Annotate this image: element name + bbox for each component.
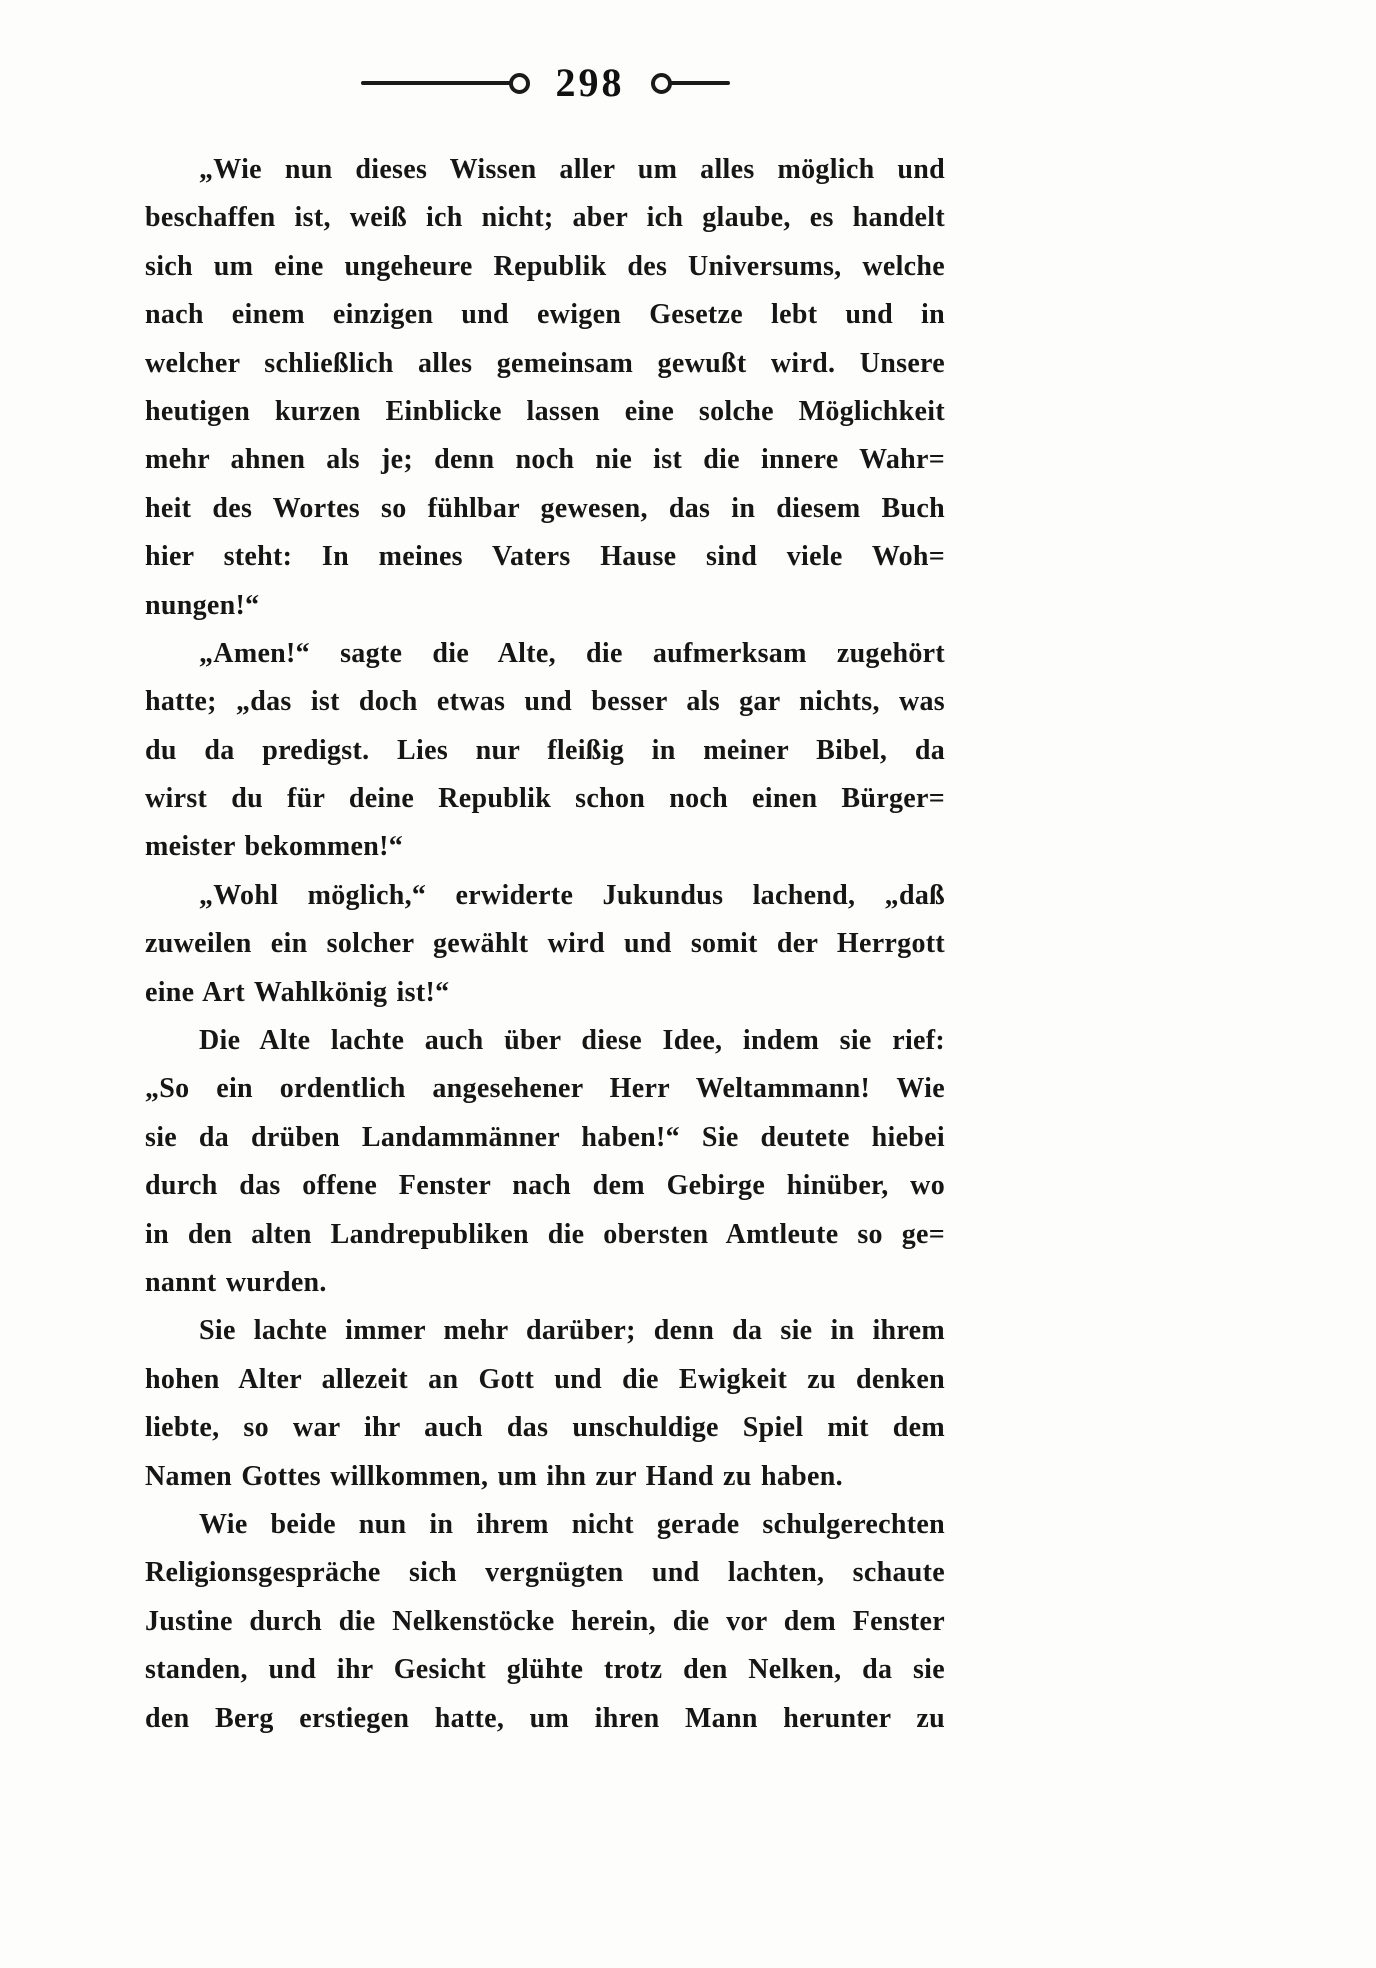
text-line: standen, und ihr Gesicht glühte trotz den Nelken, da sie xyxy=(145,1654,945,1686)
text-line: liebte, so war ihr auch das unschuldige Spiel mit dem xyxy=(145,1412,945,1444)
text-line: den Berg erstiegen hatte, um ihren Mann herunter zu xyxy=(145,1702,945,1734)
text-line: nungen!“ xyxy=(145,589,260,621)
page-header xyxy=(145,58,945,108)
text-line: du da predigst. Lies nur fleißig in meiner Bibel, da xyxy=(145,734,945,766)
text-line: Religionsgespräche sich vergnügten und lachten, schaute xyxy=(145,1557,945,1589)
text-line: hohen Alter allezeit an Gott und die Ewigkeit zu denken xyxy=(145,1363,945,1395)
text-line: „Wie nun dieses Wissen aller um alles möglich und xyxy=(199,154,945,185)
text-line: wirst du für deine Republik schon noch einen Bürger= xyxy=(145,783,945,815)
right-rule-ornament xyxy=(670,81,730,85)
text-line: „So ein ordentlich angesehener Herr Weltammann! Wie xyxy=(145,1073,945,1105)
right-circle-ornament xyxy=(651,73,672,94)
text-line: hier steht: In meines Vaters Hause sind viele Woh= xyxy=(145,541,945,573)
page-text xyxy=(145,146,945,1743)
text-line: zuweilen ein solcher gewählt wird und somit der Herrgott xyxy=(145,928,945,960)
text-line: beschaffen ist, weiß ich nicht; aber ich glaube, es handelt xyxy=(145,202,945,234)
text-line: „Wohl möglich,“ erwiderte Jukundus lachend, „daß xyxy=(199,879,945,911)
text-line: Sie lachte immer mehr darüber; denn da sie in ihrem xyxy=(199,1315,945,1347)
left-rule-ornament xyxy=(361,81,511,85)
text-line: nach einem einzigen und ewigen Gesetze lebt und in xyxy=(145,299,945,331)
text-line: Namen Gottes willkommen, um ihn zur Hand zu haben. xyxy=(145,1460,843,1492)
text-line: welcher schließlich alles gemeinsam gewußt wird. Unsere xyxy=(145,347,945,379)
text-line: heit des Wortes so fühlbar gewesen, das in diesem Buch xyxy=(145,492,945,524)
text-line: nannt wurden. xyxy=(145,1266,327,1298)
text-line: meister bekommen!“ xyxy=(145,831,404,863)
text-line: durch das offene Fenster nach dem Gebirge hinüber, wo xyxy=(145,1170,945,1202)
text-line: heutigen kurzen Einblicke lassen eine solche Möglichkeit xyxy=(145,395,945,427)
text-line: Die Alte lachte auch über diese Idee, indem sie rief: xyxy=(199,1025,945,1057)
text-line: „Amen!“ sagte die Alte, die aufmerksam zugehört xyxy=(199,637,945,669)
page-number: 298 xyxy=(555,60,625,105)
left-circle-ornament xyxy=(509,73,530,94)
text-line: sich um eine ungeheure Republik des Universums, welche xyxy=(145,250,945,282)
text-line: hatte; „das ist doch etwas und besser als gar nichts, was xyxy=(145,686,945,718)
text-line: Wie beide nun in ihrem nicht gerade schulgerechten xyxy=(199,1508,945,1540)
text-line: sie da drüben Landammänner haben!“ Sie deutete hiebei xyxy=(145,1121,945,1153)
text-line: eine Art Wahlkönig ist!“ xyxy=(145,976,450,1008)
text-line: in den alten Landrepubliken die obersten Amtleute so ge= xyxy=(145,1218,945,1250)
text-line: mehr ahnen als je; denn noch nie ist die innere Wahr= xyxy=(145,444,945,476)
text-line: Justine durch die Nelkenstöcke herein, die vor dem Fenster xyxy=(145,1605,945,1637)
